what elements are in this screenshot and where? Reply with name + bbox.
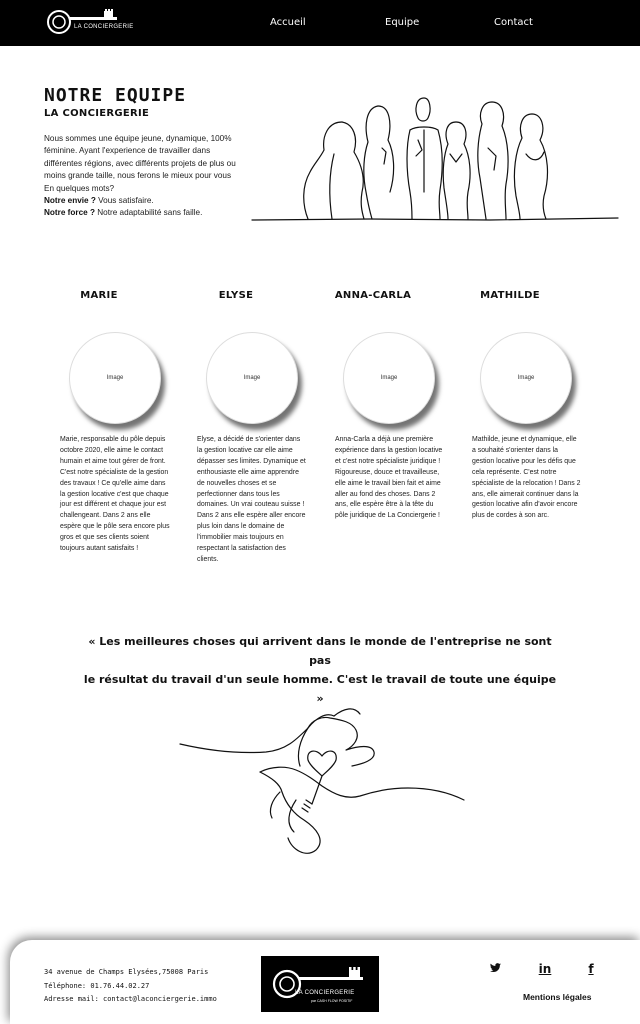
member-bio: Anna-Carla a déjà une première expérience dans la gestion locative et c'est notre spécialiste juridique ! Rigoureuse, douce et travailleuse, elle aime le travail bien fait et aime aller au fond des choses. Dans 2 ans, elle espère être à la tête du pôle juridique de La Conciergerie ! [335,436,443,520]
page-title: NOTRE EQUIPE [44,85,187,106]
footer-logo-text: LA CONCIERGERIE [295,990,355,996]
footer [10,940,640,1024]
intro-force [44,207,244,219]
photo-placeholder-label: Image [243,375,261,381]
member-photo [206,332,298,424]
member-bio: Marie, responsable du pôle depuis octobre 2020, elle aime le contact humain et aime tout gérer de front. C'est notre spécialiste de la gestion des travaux ! Ce qu'elle aime dans la gestion locative c'est que chaque jour est différent et chaque jour est challengeant. Dans 2 ans elle espère que le pôle sera encore plus gros et que ses clients soient toujours autant satisfaits ! [60,436,170,553]
photo-placeholder-label: Image [517,375,535,381]
hands-key-line-drawing [176,700,466,860]
member-name: MATHILDE [480,290,540,301]
member-card-marie [49,290,179,553]
footer-logo-subtext: par CASH FLOW POSITIF [311,999,353,1003]
member-name: MARIE [80,290,118,301]
twitter-bird-icon [489,962,502,974]
photo-placeholder-label: Image [106,375,124,381]
force-text: Notre adaptabilité sans faille. [94,208,203,218]
envie-text: Vous satisfaire. [95,196,154,206]
intro-paragraph: Nous sommes une équipe jeune, dynamique, 100% féminine. Ayant l'experience de travailler dans différentes régions, avec différents projets de plus ou moins grande taille, nous ferons le mieux pour vous [44,134,236,181]
linkedin-icon[interactable]: in [538,962,552,976]
phone-text[interactable]: Téléphone: 01.76.44.02.27 [44,981,150,990]
legal-notice-link[interactable]: Mentions légales [523,992,592,1002]
member-card-anna-carla [323,290,453,520]
contact-info [44,966,217,1007]
member-name: ANNA-CARLA [334,290,412,301]
member-bio: Elyse, a décidé de s'orienter dans la gestion locative car elle aime dépasser ses limites. Dynamique et enthousiaste elle aime apprendre de nouvelles choses et se perfectionner dans tous les domaines. Un vrai couteau suisse ! Dans 2 ans elle espère aller encore plus loin dans le domaine de l'immobilier mais toujours en respectant la satisfaction des clients. [197,436,306,563]
quote-line-2: le résultat du travail d'un seule homme. C'est le travail de toute une équipe » [83,673,557,705]
team-quote [80,632,560,708]
nav-contact[interactable]: Contact [494,17,533,28]
member-photo [480,332,572,424]
footer-logo[interactable] [261,956,379,1012]
address-text: 34 avenue de Champs Elysées,75008 Paris [44,968,209,976]
quote-line-1: « Les meilleures choses qui arrivent dans le monde de l'entreprise ne sont pas [88,635,552,667]
key-logo-icon [46,6,122,38]
member-photo [343,332,435,424]
member-photo [69,332,161,424]
member-card-elyse [186,290,316,563]
envie-label: Notre envie ? [44,196,96,206]
intro-question: En quelques mots? [44,183,115,193]
facebook-icon[interactable]: f [588,962,594,976]
member-name: ELYSE [218,290,254,301]
member-bio: Mathilde, jeune et dynamique, elle a souhaité s'orienter dans la gestion locative pour les défis que cela représente. C'est notre spécialiste de la relocation ! Dans 2 ans, elle aimerait continuer dans la gestion locative afin d'avoir encore plus de cordes à son arc. [472,436,581,520]
page-subtitle: LA CONCIERGERIE [44,108,150,119]
top-navbar [0,0,640,46]
twitter-icon[interactable] [487,962,503,976]
member-card-mathilde [460,290,590,520]
photo-placeholder-label: Image [380,375,398,381]
logo-text: LA CONCIERGERIE [74,24,134,30]
nav-accueil[interactable]: Accueil [270,17,306,28]
team-line-drawing [250,92,620,224]
intro-envie [44,195,244,207]
force-label: Notre force ? [44,208,95,218]
key-logo-icon [261,956,379,1012]
email-text[interactable]: Adresse mail: contact@laconciergerie.immo [44,995,217,1003]
nav-equipe[interactable]: Equipe [385,17,420,28]
intro-text [44,133,244,220]
